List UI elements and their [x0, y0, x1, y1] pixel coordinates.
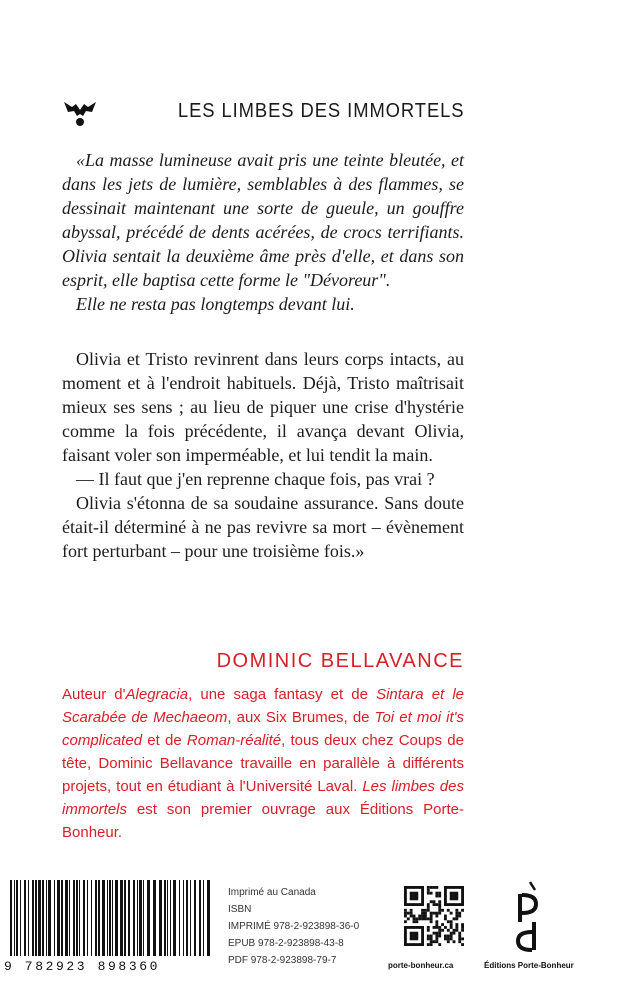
- body-paragraph: Olivia et Tristo revinrent dans leurs corps intacts, au moment et à l'endroit habituels. Déjà, Tristo maîtrisait mieux ses sens ; au lieu de piquer une crise d'hystérie comme la fois précédente, il avança devant Olivia, faisant voler son imperméable, et lui tendit la main.: [62, 349, 464, 465]
- bio-title: Toi et moi it's complicated: [62, 709, 465, 749]
- barcode-icon: [8, 878, 212, 960]
- back-cover-footer: [0, 878, 624, 988]
- bio-text: est son premier ouvrage aux Éditions Porte-Bonheur.: [62, 801, 464, 841]
- isbn-pdf: PDF 978-2-923898-79-7: [228, 955, 337, 966]
- qr-code-icon: [404, 886, 464, 946]
- excerpt-body: [62, 347, 464, 563]
- isbn-print: IMPRIMÉ 978-2-923898-36-0: [228, 921, 360, 932]
- excerpt-quote: [62, 148, 464, 316]
- bio-text: , tous deux chez Coups de tête, Dominic Bellavance travaille en parallèle à différents projets, tout en étudiant à l'Université Laval.: [62, 732, 464, 795]
- publisher-label: Éditions Porte-Bonheur: [484, 961, 574, 970]
- bio-text: , aux Six Brumes, de: [227, 709, 375, 726]
- author-bio: [62, 683, 464, 844]
- quote-paragraph: «La masse lumineuse avait pris une teinte bleutée, et dans les jets de lumière, semblables à des flammes, se dessinait maintenant une sorte de gueule, un gouffre abyssal, précédé de dents acérées, de crocs terrifiants. Olivia sentait la deuxième âme près d'elle, et dans son esprit, elle baptisa cette forme le "Dévoreur".: [62, 150, 464, 290]
- series-title: LES LIMBES DES IMMORTELS: [177, 100, 464, 122]
- author-name: DOMINIC BELLAVANCE: [216, 650, 464, 672]
- bio-title: Alegracia: [125, 686, 189, 703]
- bio-title: Sintara et le Scarabée de Mechaeom: [62, 686, 465, 726]
- bio-text: et de: [142, 732, 187, 749]
- bat-wing-emblem-icon: [62, 98, 98, 128]
- bio-text: , une saga fantasy et de: [188, 686, 377, 703]
- barcode-digits: 9 782923 898360: [4, 959, 161, 974]
- body-paragraph: Olivia s'étonna de sa soudaine assurance. Sans doute était-il déterminé à ne pas revivre sa mort – évènement fort perturbant – pour une troisième fois.»: [62, 493, 464, 561]
- printing-info: [228, 884, 398, 969]
- bio-title: Les limbes des immortels: [62, 778, 464, 818]
- header: [62, 96, 464, 136]
- website-label: porte-bonheur.ca: [388, 961, 454, 970]
- isbn-epub: EPUB 978-2-923898-43-8: [228, 938, 344, 949]
- printed-in: Imprimé au Canada: [228, 887, 316, 898]
- bio-title: Roman-réalité: [186, 732, 282, 749]
- porte-bonheur-logo-icon: [508, 880, 548, 956]
- bio-text: Auteur d': [62, 686, 126, 703]
- quote-paragraph: Elle ne resta pas longtemps devant lui.: [76, 294, 355, 314]
- body-paragraph: — Il faut que j'en reprenne chaque fois, pas vrai ?: [76, 469, 435, 489]
- isbn-barcode: [0, 878, 216, 980]
- isbn-label: ISBN: [228, 904, 252, 915]
